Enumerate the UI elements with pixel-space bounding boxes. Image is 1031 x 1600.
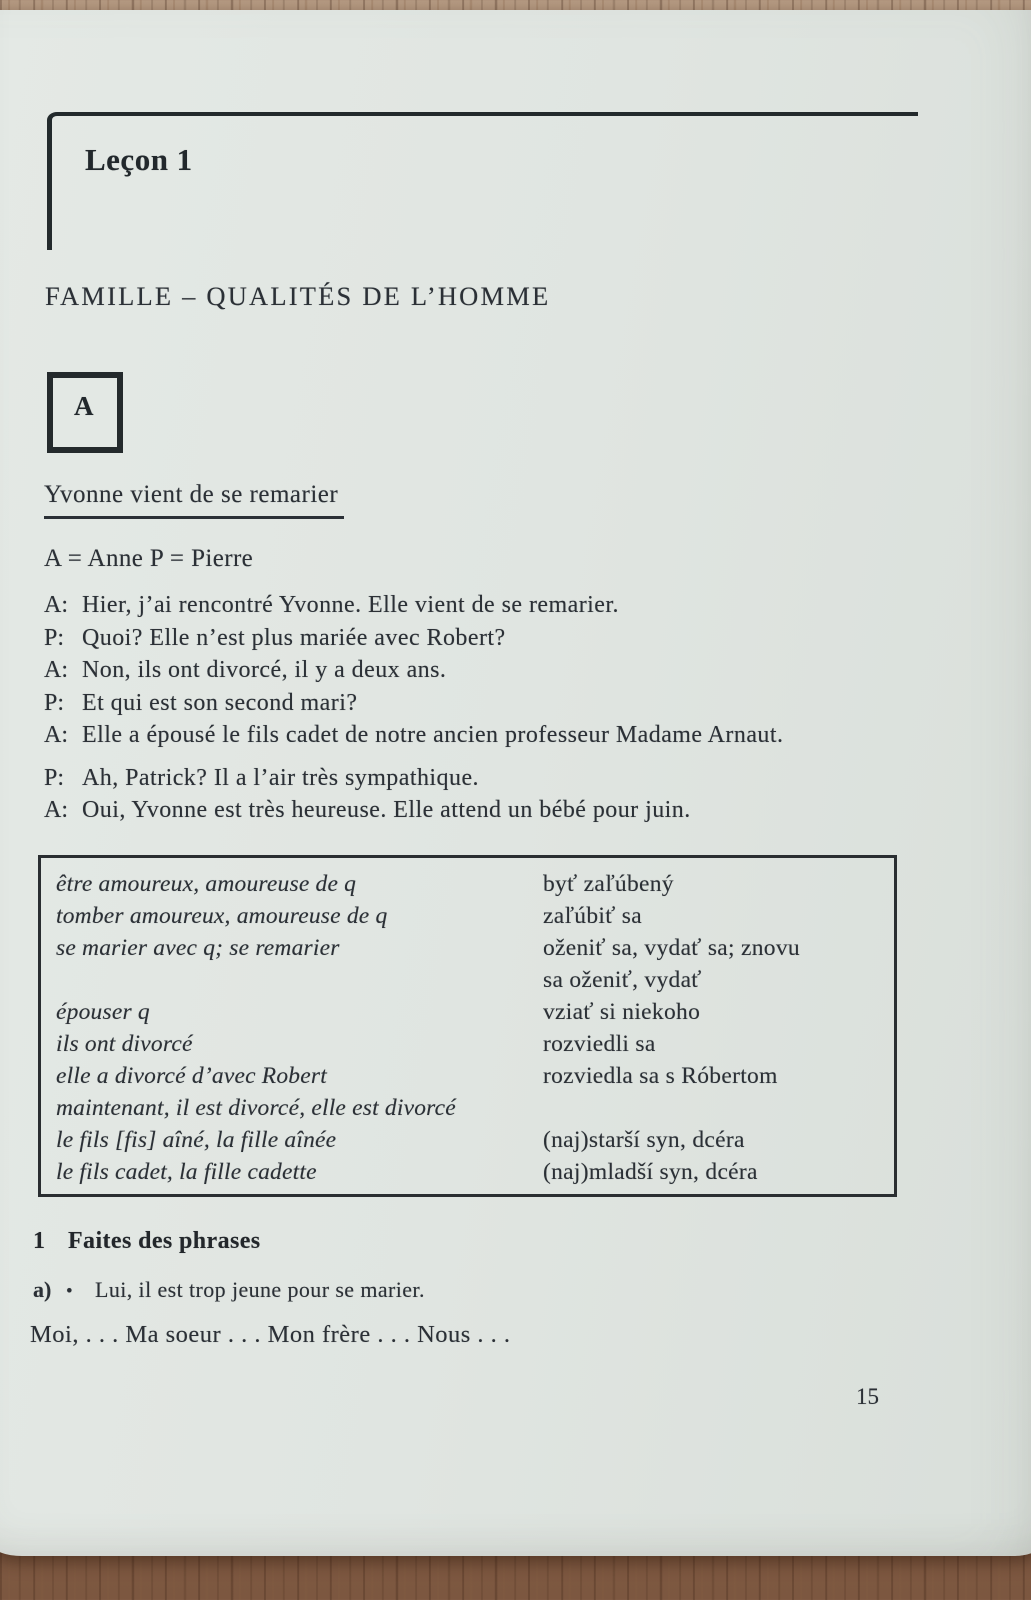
- page-number: 15: [856, 1384, 879, 1409]
- speaker-label: A:: [44, 657, 68, 683]
- speakers-legend: A = Anne P = Pierre: [44, 545, 254, 572]
- lesson-title: Leçon 1: [85, 142, 193, 177]
- vocab-slovak: zaľúbiť sa: [543, 903, 642, 929]
- dialogue-text: Ah, Patrick? Il a l’air très sympathique.: [82, 764, 480, 791]
- vocab-slovak: byť zaľúbený: [543, 871, 674, 897]
- dialogue-text: Et qui est son second mari?: [82, 689, 358, 716]
- vocab-french: le fils [fis] aîné, la fille aînée: [56, 1127, 337, 1153]
- exercise-heading: [33, 1228, 261, 1255]
- vocab-slovak: [543, 1092, 886, 1124]
- vocab-row: [56, 1092, 886, 1124]
- speaker-label: A:: [44, 797, 68, 823]
- section-letter-box: [47, 372, 123, 453]
- dialogue-title-row: [44, 481, 344, 519]
- vocab-french: le fils cadet, la fille cadette: [56, 1159, 317, 1185]
- lesson-header-frame: [47, 112, 918, 250]
- dialogue-text: Oui, Yvonne est très heureuse. Elle attend un bébé pour juin.: [82, 797, 691, 823]
- vocabulary-box: [38, 855, 897, 1197]
- speaker-label: A:: [44, 592, 68, 618]
- vocab-french: épouser q: [56, 999, 150, 1025]
- vocab-slovak: (naj)starší syn, dcéra: [543, 1127, 745, 1153]
- dialogue-line: [44, 589, 928, 622]
- vocab-row: [56, 1060, 886, 1092]
- vocab-french: [56, 964, 543, 996]
- dialogue-text: Non, ils ont divorcé, il y a deux ans.: [82, 657, 447, 683]
- dialogue-text: Elle a épousé le fils cadet de notre ancien professeur Madame Arnaut.: [82, 722, 784, 748]
- vocab-row: [56, 1028, 886, 1060]
- exercise-item-label: a): [33, 1277, 52, 1302]
- vocab-slovak: (naj)mladší syn, dcéra: [543, 1159, 758, 1185]
- speaker-label: P:: [44, 764, 65, 791]
- exercise-item: [33, 1277, 425, 1303]
- vocab-french: être amoureux, amoureuse de q: [56, 871, 357, 897]
- section-title: FAMILLE – QUALITÉS DE L’HOMME: [45, 281, 551, 311]
- vocab-row: [56, 964, 886, 996]
- vocab-row: [56, 868, 886, 900]
- dialogue-line: [44, 719, 928, 752]
- dialogue-line: [44, 794, 928, 827]
- vocab-slovak: rozviedla sa s Róbertom: [543, 1063, 778, 1089]
- dialogue-line: [44, 762, 928, 795]
- vocab-slovak: vziať si niekoho: [543, 999, 701, 1025]
- vocab-row: [56, 996, 886, 1028]
- vocab-french: maintenant, il est divorcé, elle est divorcé: [56, 1095, 456, 1121]
- speaker-label: A:: [44, 722, 68, 748]
- vocab-slovak: sa oženiť, vydať: [543, 967, 702, 993]
- exercise-example: Lui, il est trop jeune pour se marier.: [95, 1277, 425, 1302]
- book-page: [0, 10, 1031, 1556]
- dialogue-text: Hier, j’ai rencontré Yvonne. Elle vient de se remarier.: [82, 592, 619, 618]
- bullet-icon: •: [66, 1281, 73, 1302]
- exercise-title: Faites des phrases: [68, 1228, 261, 1254]
- vocab-slovak: rozviedli sa: [543, 1031, 656, 1057]
- dialogue-text: Quoi? Elle n’est plus mariée avec Robert?: [82, 624, 506, 651]
- vocab-french: ils ont divorcé: [56, 1031, 193, 1057]
- speaker-label: P:: [44, 624, 65, 651]
- exercise-prompts: Moi, . . . Ma soeur . . . Mon frère . . . Nous . . .: [30, 1321, 511, 1348]
- speaker-label: P:: [44, 689, 65, 716]
- vocab-french: tomber amoureux, amoureuse de q: [56, 903, 388, 929]
- section-letter: A: [74, 391, 94, 421]
- vocab-row: [56, 1156, 886, 1188]
- vocab-french: se marier avec q; se remarier: [56, 935, 340, 961]
- vocab-slovak: oženiť sa, vydať sa; znovu: [543, 935, 800, 961]
- vocab-row: [56, 1124, 886, 1156]
- vocab-row: [56, 900, 886, 932]
- exercise-number: 1: [33, 1228, 45, 1254]
- dialogue-line: [44, 622, 928, 655]
- dialogue-line: [44, 654, 928, 687]
- dialogue-block: [44, 589, 928, 827]
- vocab-row: [56, 932, 886, 964]
- dialogue-title: Yvonne vient de se remarier: [44, 481, 344, 519]
- vocab-french: elle a divorcé d’avec Robert: [56, 1063, 327, 1089]
- dialogue-line: [44, 687, 928, 720]
